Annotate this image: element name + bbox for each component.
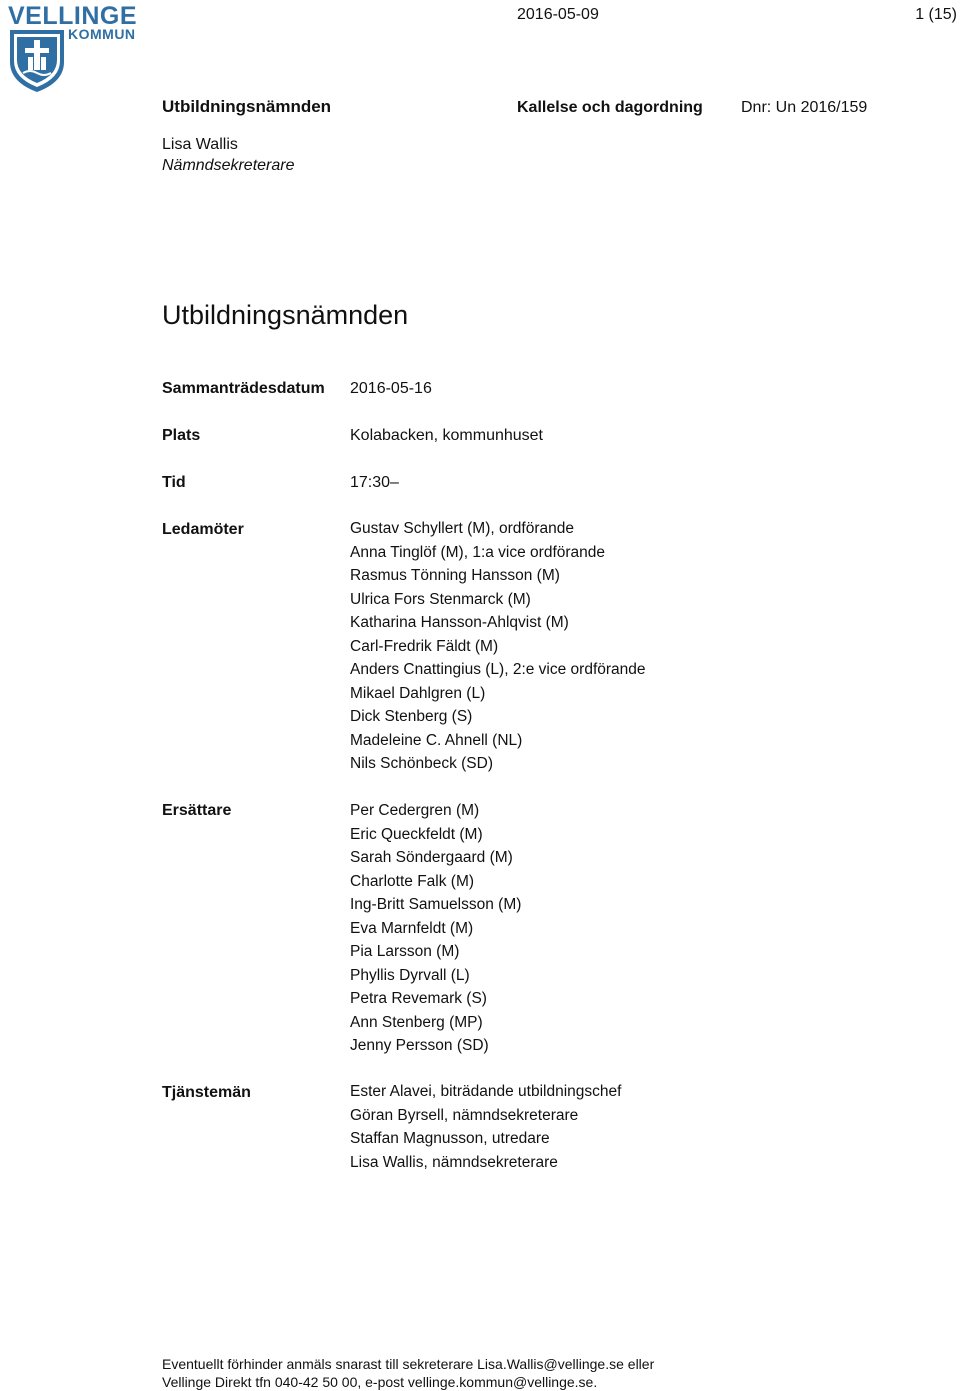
list-item: Eric Queckfeldt (M) [350, 825, 483, 843]
list-item: Ester Alavei, biträdande utbildningschef [350, 1083, 622, 1100]
committee-name: Utbildningsnämnden [162, 97, 332, 116]
members-list [350, 517, 646, 776]
meeting-place-value: Kolabacken, kommunhuset [350, 427, 543, 444]
list-item: Madeleine C. Ahnell (NL) [350, 731, 523, 749]
substitutes-list [350, 799, 521, 1058]
meeting-date-value: 2016-05-16 [350, 380, 432, 397]
list-item: Jenny Persson (SD) [350, 1037, 489, 1054]
list-item: Carl-Fredrik Fäldt (M) [350, 637, 499, 655]
list-item: Ing-Britt Samuelsson (M) [350, 896, 522, 913]
list-item: Staffan Magnusson, utredare [350, 1130, 550, 1147]
list-item: Dick Stenberg (S) [350, 708, 473, 725]
list-item: Per Cedergren (M) [350, 802, 480, 819]
list-item: Göran Byrsell, nämndsekreterare [350, 1106, 579, 1124]
meeting-time-label: Tid [162, 474, 186, 491]
list-item: Mikael Dahlgren (L) [350, 684, 486, 702]
list-item: Sarah Söndergaard (M) [350, 849, 513, 866]
list-item: Nils Schönbeck (SD) [350, 755, 493, 772]
list-item: Eva Marnfeldt (M) [350, 919, 474, 937]
footer-line-2: Vellinge Direkt tfn 040-42 50 00, e-post vellinge.kommun@vellinge.se. [162, 1374, 598, 1390]
officials-list [350, 1080, 621, 1174]
list-item: Pia Larsson (M) [350, 943, 460, 960]
meeting-date-label: Sammanträdesdatum [162, 380, 325, 397]
list-item: Phyllis Dyrvall (L) [350, 966, 470, 984]
list-item: Ann Stenberg (MP) [350, 1013, 483, 1031]
members-label: Ledamöter [162, 521, 244, 538]
page-number: 1 (15) [915, 6, 957, 23]
diary-number: Dnr: Un 2016/159 [741, 99, 868, 116]
meeting-place-label: Plats [162, 427, 201, 444]
list-item: Rasmus Tönning Hansson (M) [350, 567, 560, 584]
list-item: Petra Revemark (S) [350, 990, 487, 1007]
author-name: Lisa Wallis [162, 136, 238, 153]
header-date: 2016-05-09 [517, 6, 599, 23]
substitutes-label: Ersättare [162, 802, 232, 819]
list-item: Lisa Wallis, nämndsekreterare [350, 1153, 558, 1171]
list-item: Ulrica Fors Stenmarck (M) [350, 590, 531, 608]
list-item: Anna Tinglöf (M), 1:a vice ordförande [350, 543, 606, 561]
page-title: Utbildningsnämnden [162, 300, 409, 330]
footer-note [162, 1355, 654, 1391]
list-item: Charlotte Falk (M) [350, 872, 475, 890]
list-item: Gustav Schyllert (M), ordförande [350, 520, 574, 537]
meeting-time-value: 17:30– [350, 474, 399, 491]
list-item: Anders Cnattingius (L), 2:e vice ordförande [350, 661, 646, 678]
logo-sub: KOMMUN [68, 26, 136, 42]
officials-label: Tjänstemän [162, 1084, 251, 1101]
logo-name: VELLINGE [8, 2, 138, 30]
author-role: Nämndsekreterare [162, 157, 295, 174]
document-type: Kallelse och dagordning [517, 99, 703, 116]
coat-of-arms-icon [10, 30, 64, 92]
list-item: Katharina Hansson-Ahlqvist (M) [350, 614, 569, 631]
footer-line-1: Eventuellt förhinder anmäls snarast till sekreterare Lisa.Wallis@vellinge.se eller [162, 1356, 655, 1372]
vellinge-kommun-logo [8, 2, 156, 94]
